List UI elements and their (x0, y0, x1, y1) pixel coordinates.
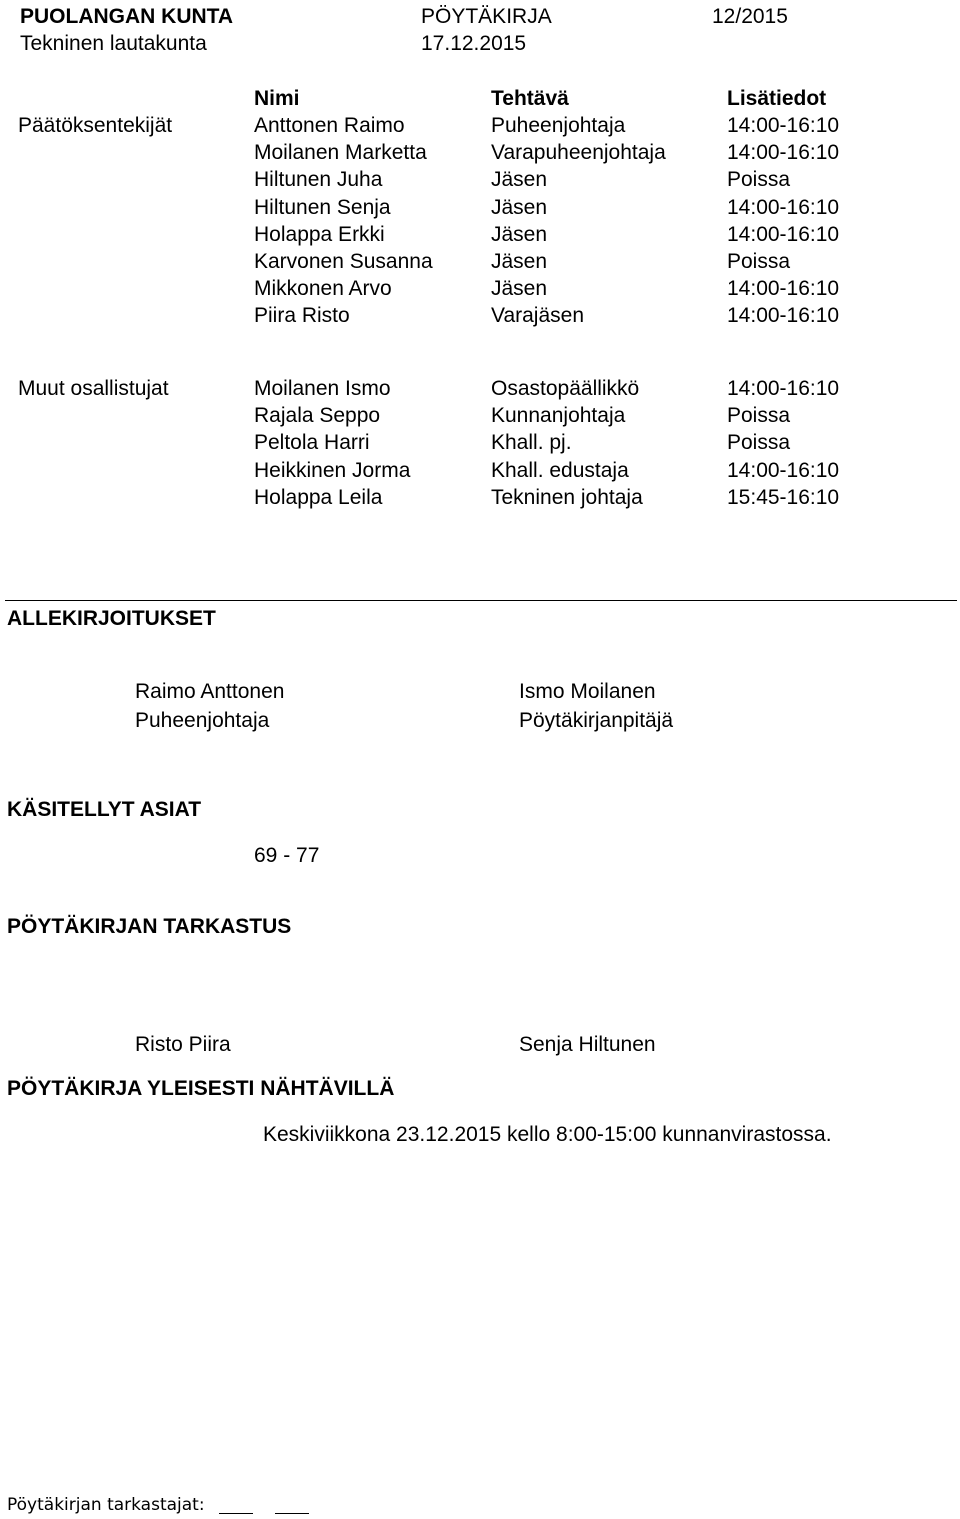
public-display-heading: PÖYTÄKIRJA YLEISESTI NÄHTÄVILLÄ (7, 1077, 395, 1100)
participant-name: Moilanen Ismo (254, 377, 391, 400)
participant-info: Poissa (727, 431, 791, 455)
signer-right-name: Ismo Moilanen (519, 680, 656, 703)
participant-info: 14:00-16:10 (727, 222, 840, 246)
participant-info: 15:45-16:10 (727, 485, 840, 509)
participant-name: Moilanen Marketta (254, 141, 427, 165)
column-header-name: Nimi (254, 87, 300, 110)
participant-name: Hiltunen Juha (254, 168, 383, 192)
signatures-heading: ALLEKIRJOITUKSET (7, 607, 216, 630)
participant-name: Piira Risto (254, 304, 350, 328)
participant-name: Anttonen Raimo (254, 114, 405, 137)
document-number: 12/2015 (712, 5, 788, 28)
participant-name: Hiltunen Senja (254, 195, 391, 219)
participant-info: 14:00-16:10 (727, 114, 840, 137)
document-type: PÖYTÄKIRJA (421, 5, 552, 28)
participant-role: Jäsen (491, 250, 548, 273)
signer-left-name: Raimo Anttonen (135, 680, 285, 703)
footer-reviewers (7, 1497, 309, 1514)
participant-name: Rajala Seppo (254, 404, 381, 428)
participant-role: Jäsen (491, 277, 548, 301)
review-heading: PÖYTÄKIRJAN TARKASTUS (7, 915, 292, 938)
participant-role: Varapuheenjohtaja (491, 141, 666, 165)
participant-info: 14:00-16:10 (727, 304, 840, 328)
participant-name: Heikkinen Jorma (254, 458, 411, 482)
initials-blank-2 (275, 1497, 309, 1514)
section-label-decision-makers: Päätöksentekijät (18, 114, 173, 137)
footer-label: Pöytäkirjan tarkastajat: (7, 1495, 205, 1515)
participant-info: 14:00-16:10 (727, 195, 840, 219)
reviewer-left-name: Risto Piira (135, 1033, 231, 1056)
reviewer-right-name: Senja Hiltunen (519, 1033, 656, 1056)
participant-info: 14:00-16:10 (727, 141, 840, 165)
participant-name: Holappa Erkki (254, 222, 385, 246)
participant-info: 14:00-16:10 (727, 458, 840, 482)
participant-role: Jäsen (491, 222, 548, 246)
participant-info: Poissa (727, 404, 791, 428)
participant-name: Holappa Leila (254, 485, 383, 509)
participant-role: Varajäsen (491, 304, 585, 328)
participant-info: Poissa (727, 168, 791, 192)
organization-name: PUOLANGAN KUNTA (20, 5, 234, 28)
signer-right-title: Pöytäkirjanpitäjä (519, 709, 674, 732)
initials-blank-1 (219, 1497, 253, 1514)
participant-role: Puheenjohtaja (491, 114, 626, 137)
section-divider (5, 600, 957, 601)
public-display-text: Keskiviikkona 23.12.2015 kello 8:00-15:00 kunnanvirastossa. (263, 1123, 832, 1146)
meeting-date: 17.12.2015 (421, 32, 527, 55)
participant-role: Khall. edustaja (491, 458, 629, 482)
handled-items-heading: KÄSITELLYT ASIAT (7, 798, 202, 821)
participant-info: Poissa (727, 250, 791, 273)
participant-role: Jäsen (491, 168, 548, 192)
participant-name: Peltola Harri (254, 431, 370, 455)
participant-role: Khall. pj. (491, 431, 572, 455)
participant-name: Mikkonen Arvo (254, 277, 392, 301)
participant-role: Tekninen johtaja (491, 485, 643, 509)
participant-role: Kunnanjohtaja (491, 404, 626, 428)
board-name: Tekninen lautakunta (20, 32, 207, 55)
participant-info: 14:00-16:10 (727, 377, 840, 400)
signer-left-title: Puheenjohtaja (135, 709, 270, 732)
handled-items-range: 69 - 77 (254, 844, 320, 867)
column-header-info: Lisätiedot (727, 87, 827, 110)
participant-role: Osastopäällikkö (491, 377, 640, 400)
section-label-other-participants: Muut osallistujat (18, 377, 169, 400)
participant-role: Jäsen (491, 195, 548, 219)
column-header-role: Tehtävä (491, 87, 569, 110)
participant-name: Karvonen Susanna (254, 250, 433, 273)
participant-info: 14:00-16:10 (727, 277, 840, 301)
